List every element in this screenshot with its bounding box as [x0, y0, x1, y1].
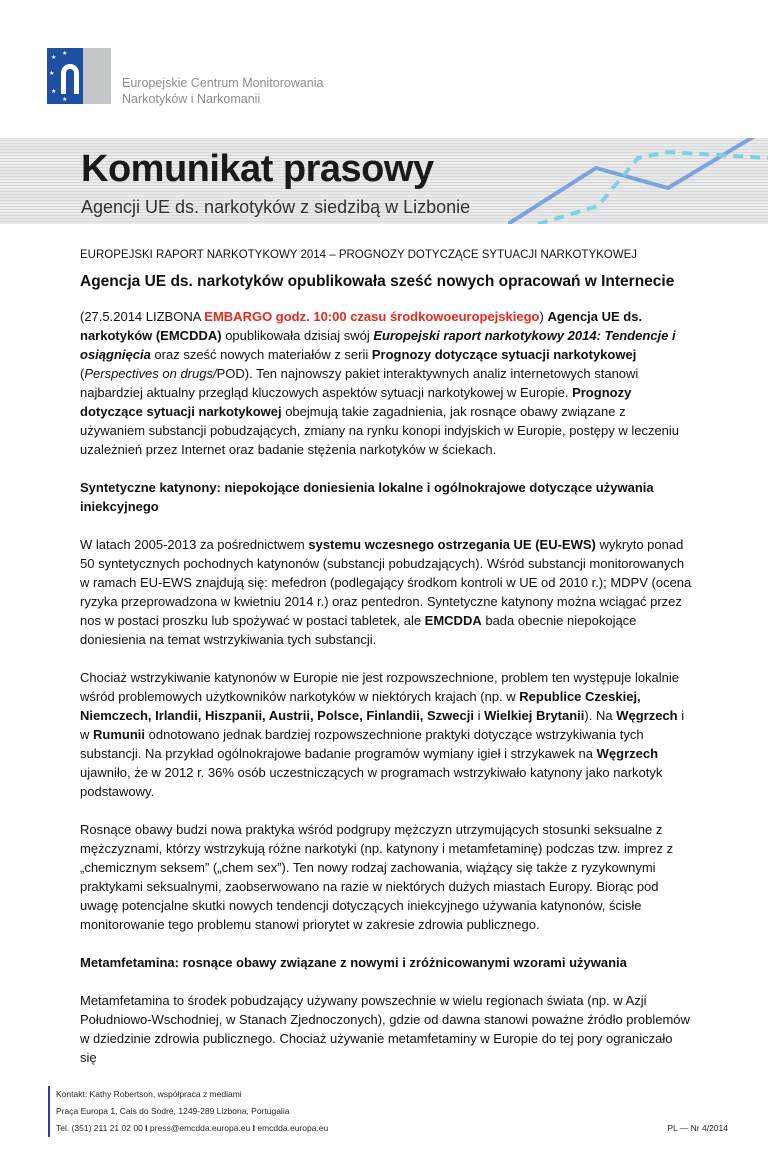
text-run: i w	[80, 708, 685, 742]
issue-number: PL — Nr 4/2014	[667, 1123, 728, 1133]
text-run: Węgrzech	[596, 746, 659, 761]
text-run: Rosnące obawy budzi nowa praktyka wśród podgrupy mężczyzn utrzymujących stosunki seksualne z mężczyznami, którzy wstrzykują różne narkotyki (np. katynony i metamfetaminę) podczas tzw. imprez z „chemicznym seksem” („chem sex”). Ten nowy rodzaj zachowania, wiążący się także z ryzykownymi praktykami seksualnymi, zaobserwowano na razie w niektórych dużych miastach Europy. Biorąc pod uwagę potencjalne skutki nowych tendencji dotyczących iniekcyjnego używania katynonów, ścisłe monitorowanie tego problemu stanowi priorytet w zakresie zdrowia publicznego.	[80, 822, 674, 932]
text-run: Agencja UE ds. narkotyków (EMCDDA)	[80, 309, 643, 343]
paragraph	[80, 820, 692, 934]
text-run: (	[80, 366, 85, 381]
text-run: EMBARGO godz. 10:00 czasu środkowoeuropejskiego	[204, 309, 540, 324]
document-body	[80, 248, 692, 1067]
text-run: Republice Czeskiej, Niemczech, Irlandii, Hiszpanii, Austrii, Polsce, Finlandii, Szwecji	[80, 689, 641, 723]
text-run: Prognozy dotyczące sytuacji narkotykowej	[371, 347, 637, 362]
organization-name	[122, 75, 323, 107]
text-run: odnotowano jednak bardziej rozpowszechnione praktyki dotyczące wstrzykiwania tych substancji. Na przykład ogólnokrajowe badanie programów wymiany igieł i strzykawek na	[80, 727, 644, 761]
org-line-2: Narkotyków i Narkomanii	[122, 92, 261, 106]
paragraph	[80, 668, 692, 801]
text-run: Perspectives on drugs/	[84, 366, 217, 381]
text-run: (27.5.2014 LIZBONA	[80, 309, 205, 324]
phone: Tel. (351) 211 21 02 00	[56, 1123, 143, 1133]
emcdda-logo: ★ ★ ★ ★ ★	[47, 48, 111, 104]
website-link[interactable]: emcdda.europa.eu	[257, 1123, 329, 1133]
address: Praça Europa 1, Cais do Sodré, 1249-289 Lizbona, Portugalia	[56, 1106, 290, 1116]
contact-person: Kontakt: Kathy Robertson, współpraca z mediami	[56, 1089, 242, 1099]
text-run: Węgrzech	[616, 708, 678, 723]
text-run: Prognozy dotyczące sytuacji narkotykowej	[80, 385, 632, 419]
text-run: Europejski raport narkotykowy 2014: Tendencje i osiągnięcia	[80, 328, 676, 362]
paragraph	[80, 991, 692, 1067]
text-run: bada obecnie niepokojące doniesienia na temat wstrzykiwania tych substancji.	[80, 613, 637, 647]
text-run: ujawniło, że w 2012 r. 36% osób uczestniczących w programach wstrzykiwało katynony jako narkotyk podstawowy.	[80, 765, 663, 799]
section-heading	[80, 953, 692, 972]
trend-lines-graphic	[508, 138, 768, 224]
footer-contact: Kontakt: Kathy Robertson, współpraca z mediami Praça Europa 1, Cais do Sodré, 1249-289 Lizbona, Portugalia Tel. (351) 211 21 02 00 I press@emcdda.europa.eu I emcdda.europa.eu PL — Nr 4/2014	[48, 1086, 728, 1137]
text-run: ). Na	[584, 708, 617, 723]
text-run: obejmują takie zagadnienia, jak rosnące obawy związane z używaniem substancji pobudzających, zmiany na rynku konopi indyjskich w Europie, postępy w leczeniu uzależnień przez Internet oraz badanie stężenia narkotyków w ściekach.	[80, 404, 680, 457]
text-run: Syntetyczne katynony: niepokojące doniesienia lokalne i ogólnokrajowe dotyczące używania iniekcyjnego	[80, 480, 654, 514]
text-run: Chociaż wstrzykiwanie katynonów w Europie nie jest rozpowszechnione, problem ten występuje lokalnie wśród problemowych użytkowników narkotyków w niektórych krajach (np. w	[80, 670, 680, 704]
banner-subtitle: Agencji UE ds. narkotyków z siedzibą w Lizbonie	[81, 197, 471, 217]
paragraph	[80, 535, 692, 649]
text-run: oraz sześć nowych materiałów z serii	[150, 347, 372, 362]
text-run: W latach 2005-2013 za pośrednictwem	[80, 537, 309, 552]
text-run: wykryto ponad 50 syntetycznych pochodnych katynonów (substancji pobudzających). Wśród substancji monitorowanych w ramach EU-EWS znajdują się: mefedron (podlegający środkom kontroli w UE od 2010 r.); MDPV (ocena ryzyka przeprowadzona w kwietniu 2014 r.) oraz pentedron. Syntetyczne katynony można wciągać przez nos w postaci proszku lub spożywać w postaci tabletek, ale	[80, 537, 692, 628]
kicker: EUROPEJSKI RAPORT NARKOTYKOWY 2014 – PROGNOZY DOTYCZĄCE SYTUACJI NARKOTYKOWEJ	[80, 249, 638, 261]
org-line-1: Europejskie Centrum Monitorowania	[122, 76, 324, 90]
document-title: Agencja UE ds. narkotyków opublikowała sześć nowych opracowań w Internecie	[80, 273, 675, 290]
section-heading	[80, 478, 692, 516]
email-link[interactable]: press@emcdda.europa.eu	[149, 1123, 251, 1133]
text-run: POD). Ten najnowszy pakiet interaktywnych analiz internetowych stanowi najbardziej aktualny przegląd kluczowych aspektów sytuacji narkotykowej w Europie.	[80, 366, 639, 400]
text-run: systemu wczesnego ostrzegania UE (EU-EWS)	[308, 537, 596, 552]
press-release-banner	[0, 138, 768, 224]
text-run: Metamfetamina to środek pobudzający używany powszechnie w wielu regionach świata (np. w Azji Południowo-Wschodniej, w Stanach Zjednoczonych), gdzie od dawna stanowi poważne źródło problemów w dziedzinie zdrowia publicznego. Chociaż używanie metamfetaminy w Europie do tej pory ograniczało się	[80, 993, 690, 1065]
text-run: opublikowała dzisiaj swój	[221, 328, 374, 343]
text-run: Metamfetamina: rosnące obawy związane z nowymi i zróżnicowanymi wzorami używania	[80, 955, 627, 970]
banner-title: Komunikat prasowy	[81, 148, 434, 190]
text-run: Wielkiej Brytanii	[484, 708, 585, 723]
text-run: )	[539, 309, 548, 324]
text-run: Rumunii	[93, 727, 145, 742]
paragraph	[80, 307, 692, 459]
text-run: i	[473, 708, 485, 723]
text-run: EMCDDA	[424, 613, 482, 628]
